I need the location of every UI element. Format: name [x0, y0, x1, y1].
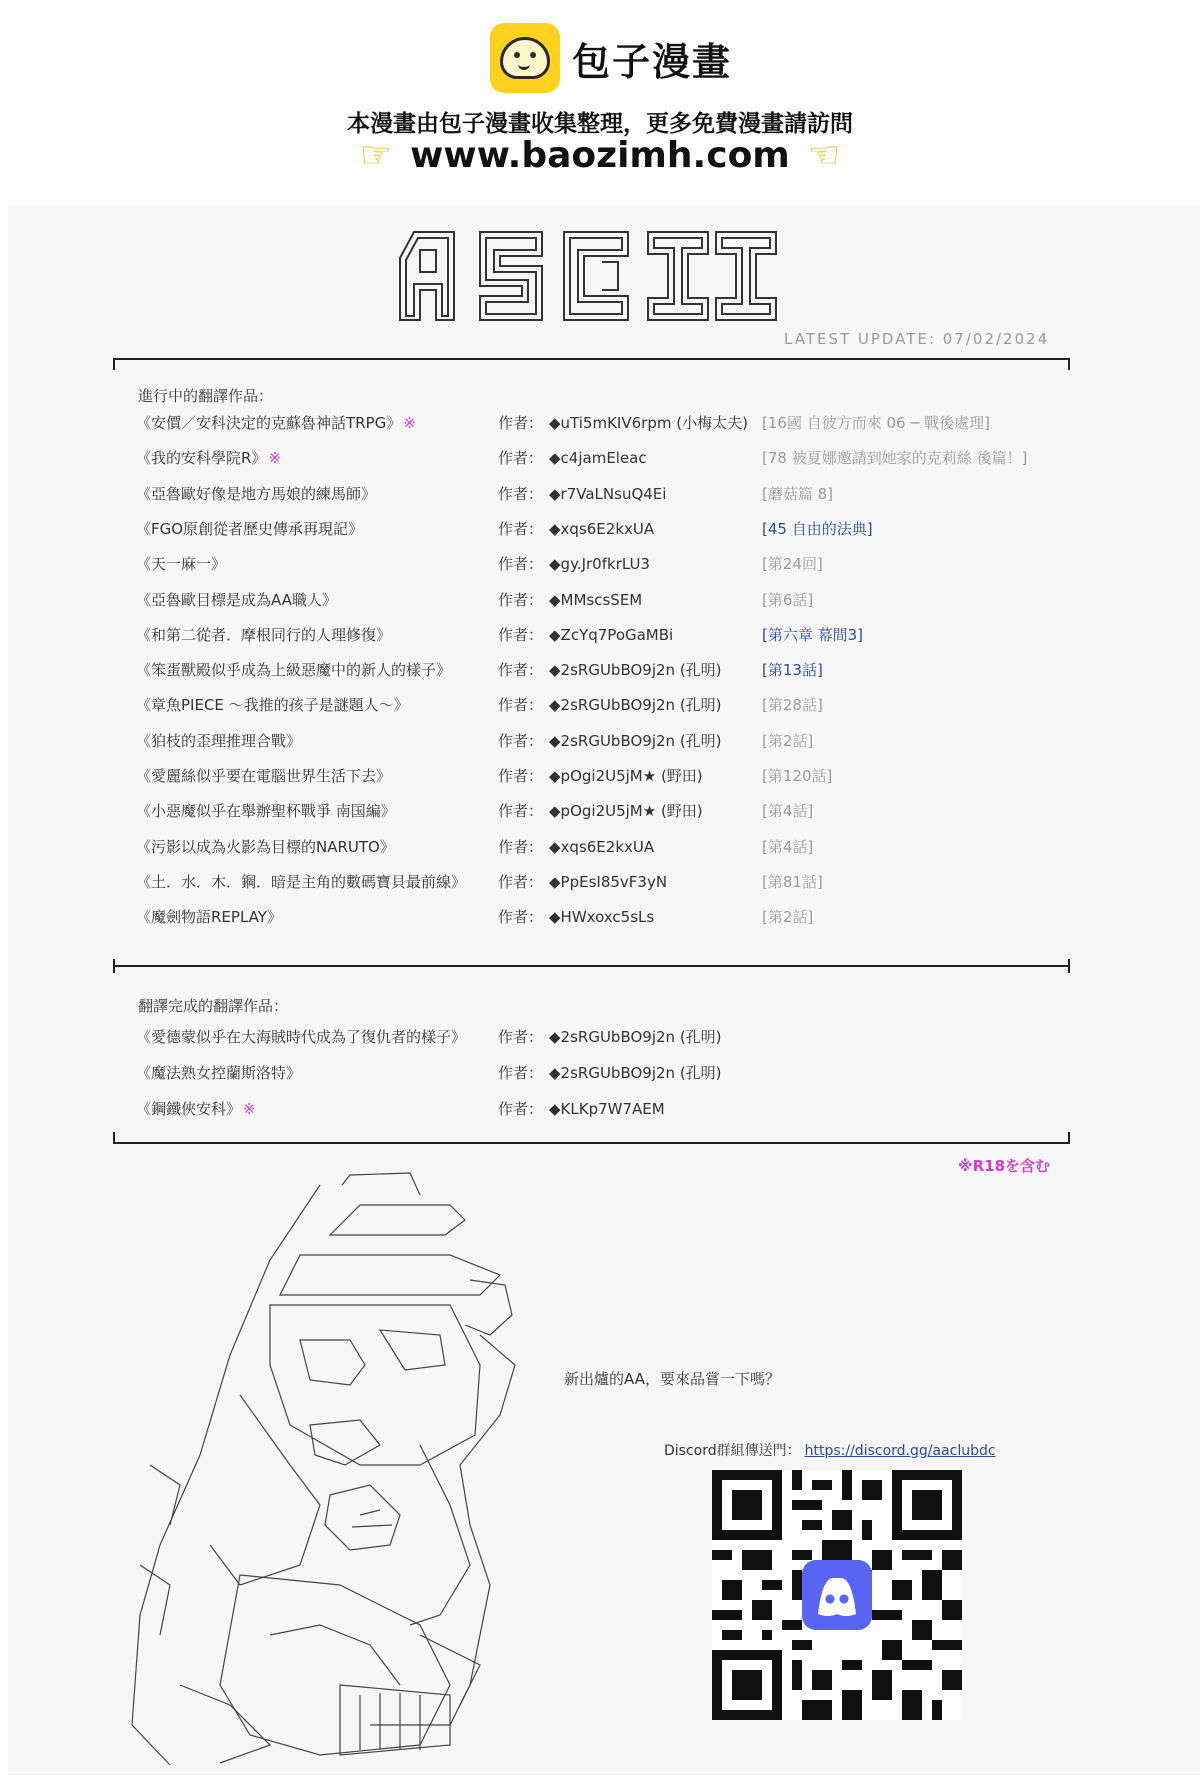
- author-info: [498, 412, 748, 433]
- work-title-link[interactable]: [136, 694, 409, 715]
- work-row: [0, 730, 1200, 758]
- work-title-link[interactable]: [136, 553, 226, 574]
- brand-name: 包子漫畫: [572, 39, 733, 84]
- work-title-link[interactable]: [136, 871, 466, 892]
- work-title-link[interactable]: [136, 1026, 466, 1047]
- author-label: 作者：: [498, 767, 544, 785]
- author-name: ◆HWxoxc5sLs: [549, 908, 655, 927]
- author-name: ◆PpEsI85vF3yN: [549, 872, 668, 891]
- author-name: ◆MMscsSEM: [549, 590, 643, 609]
- work-row: [0, 765, 1200, 793]
- author-info: [498, 483, 666, 504]
- work-title: 《狛枝的歪理推理合戰》: [136, 731, 302, 750]
- work-row: [0, 589, 1200, 617]
- work-title: 《污影以成為火影為目標的NARUTO》: [136, 837, 395, 856]
- progress-link[interactable]: [第81話]: [762, 872, 823, 891]
- work-title: 《鋼鐵俠安科》: [136, 1100, 242, 1118]
- progress-link[interactable]: [第六章 幕間3]: [762, 625, 864, 644]
- progress-link[interactable]: [第4話]: [762, 837, 814, 856]
- work-title: 《魔法熟女控蘭斯洛特》: [136, 1064, 302, 1082]
- site-banner: [0, 0, 1200, 205]
- work-title-link[interactable]: [136, 906, 282, 927]
- author-label: 作者：: [498, 414, 544, 432]
- author-name: ◆r7VaLNsuQ4Ei: [549, 484, 667, 503]
- ascii-art-illustration: [120, 1165, 560, 1770]
- work-title: 《和第二從者．摩根同行的人理修復》: [136, 625, 392, 644]
- progress-link[interactable]: [16國 自彼方而來 06 ─ 戰後處理]: [762, 414, 990, 432]
- work-title: 《章魚PIECE ～我推的孩子是謎題人～》: [136, 696, 409, 715]
- author-name: ◆2sRGUbBO9j2n (孔明): [549, 661, 722, 680]
- pointing-right-hand-icon: ☞: [359, 135, 393, 176]
- ongoing-heading: 進行中的翻譯作品：: [138, 387, 274, 405]
- discord-qr-code[interactable]: [712, 1470, 962, 1720]
- discord-link[interactable]: https://discord.gg/aaclubdc: [804, 1443, 996, 1459]
- author-info: [498, 694, 722, 715]
- progress-link[interactable]: [第24回]: [762, 555, 823, 574]
- author-label: 作者：: [498, 449, 544, 468]
- work-row: [0, 412, 1200, 440]
- author-name: ◆pOgi2U5jM★ (野田): [549, 767, 703, 785]
- author-label: 作者：: [498, 484, 544, 503]
- work-row: [0, 624, 1200, 652]
- r18-note: ※R18を含む: [958, 1157, 1051, 1175]
- work-title-link[interactable]: [136, 589, 337, 610]
- discord-info: [664, 1440, 996, 1460]
- author-info: [498, 836, 654, 857]
- discord-label: Discord群組傳送門：: [664, 1443, 801, 1459]
- work-title-link[interactable]: [136, 412, 416, 433]
- r18-mark: ※: [268, 449, 282, 468]
- progress-link[interactable]: [第28話]: [762, 696, 823, 715]
- work-row: [0, 483, 1200, 511]
- author-label: 作者：: [498, 661, 544, 680]
- work-row: [0, 694, 1200, 722]
- aa-question-text: 新出爐的AA，要來品嘗一下嗎？: [564, 1370, 780, 1388]
- progress-link[interactable]: [第6話]: [762, 590, 814, 609]
- author-info: [498, 1098, 665, 1119]
- work-title: 《愛德蒙似乎在大海賊時代成為了復仇者的樣子》: [136, 1028, 467, 1046]
- work-title-link[interactable]: [136, 800, 396, 821]
- work-row: [0, 1062, 1200, 1090]
- author-info: [498, 906, 654, 927]
- author-label: 作者：: [498, 802, 544, 821]
- work-title-link[interactable]: [136, 483, 376, 504]
- last-update-text: LATEST UPDATE: 07/02/2024: [784, 330, 1050, 348]
- work-title: 《天一麻一》: [136, 555, 227, 574]
- author-info: [498, 800, 703, 821]
- work-title-link[interactable]: [136, 730, 301, 751]
- work-title: 《土．水．木．鋼．暗是主角的數碼寶貝最前線》: [136, 872, 467, 891]
- author-name: ◆2sRGUbBO9j2n (孔明): [549, 696, 722, 715]
- work-row: [0, 659, 1200, 687]
- progress-link[interactable]: [第4話]: [762, 802, 814, 821]
- progress-link[interactable]: [第13話]: [762, 661, 823, 680]
- author-info: [498, 659, 722, 680]
- progress-link[interactable]: [第120話]: [762, 767, 833, 785]
- author-label: 作者：: [498, 872, 544, 891]
- progress-link[interactable]: [78 被夏娜邀請到她家的克莉絲 後篇！]: [762, 449, 1028, 468]
- progress-link[interactable]: [第2話]: [762, 731, 814, 750]
- work-title-link[interactable]: [136, 659, 451, 680]
- author-label: 作者：: [498, 1028, 544, 1046]
- author-name: ◆2sRGUbBO9j2n (孔明): [549, 1064, 722, 1082]
- author-info: [498, 589, 642, 610]
- work-row: [0, 871, 1200, 899]
- progress-link[interactable]: [45 自由的法典]: [762, 519, 873, 538]
- author-info: [498, 518, 654, 539]
- author-label: 作者：: [498, 590, 544, 609]
- work-title: 《笨蛋獸殿似乎成為上級惡魔中的新人的樣子》: [136, 661, 452, 680]
- url-row: [0, 135, 1200, 176]
- author-info: [498, 730, 722, 751]
- author-label: 作者：: [498, 908, 544, 927]
- author-name: ◆xqs6E2kxUA: [549, 519, 655, 538]
- author-name: ◆2sRGUbBO9j2n (孔明): [549, 1028, 722, 1046]
- author-info: [498, 1062, 722, 1083]
- promo-text: 本漫畫由包子漫畫收集整理，更多免費漫畫請訪問: [347, 111, 853, 137]
- site-url-link[interactable]: www.baozimh.com: [410, 135, 790, 176]
- author-label: 作者：: [498, 731, 544, 750]
- work-title-link[interactable]: [136, 1062, 301, 1083]
- r18-mark: ※: [403, 414, 416, 432]
- author-label: 作者：: [498, 555, 544, 574]
- work-row: [0, 1026, 1200, 1054]
- work-title: 《愛麗絲似乎要在電腦世界生活下去》: [136, 767, 392, 785]
- author-label: 作者：: [498, 1064, 544, 1082]
- brand-logo[interactable]: [490, 22, 732, 94]
- work-title: 《FGO原創從者歷史傳承再現記》: [136, 519, 364, 538]
- work-title: 《小惡魔似乎在舉辦聖杯戰爭 南国編》: [136, 802, 396, 821]
- work-title: 《亞魯歐目標是成為AA職人》: [136, 590, 337, 609]
- ascii-title-art: [392, 228, 782, 326]
- work-title: 《安價／安科決定的克蘇魯神話TRPG》: [136, 414, 402, 432]
- section-divider-bottom: [113, 1142, 1070, 1144]
- author-name: ◆KLKp7W7AEM: [549, 1100, 665, 1118]
- author-name: ◆ZcYq7PoGaMBi: [549, 625, 674, 644]
- work-row: [0, 518, 1200, 546]
- pointing-left-hand-icon: ☜: [807, 135, 841, 176]
- work-title: 《亞魯歐好像是地方馬娘的練馬師》: [136, 484, 377, 503]
- work-row: [0, 447, 1200, 475]
- section-divider-middle: [113, 965, 1070, 967]
- author-name: ◆uTi5mKIV6rpm (小梅太夫): [549, 414, 748, 432]
- author-label: 作者：: [498, 625, 544, 644]
- author-name: ◆xqs6E2kxUA: [549, 837, 655, 856]
- work-row: [0, 906, 1200, 934]
- work-title: 《魔劍物語REPLAY》: [136, 908, 282, 927]
- author-label: 作者：: [498, 1100, 544, 1118]
- author-name: ◆gy.Jr0fkrLU3: [549, 555, 650, 574]
- author-label: 作者：: [498, 837, 544, 856]
- author-label: 作者：: [498, 519, 544, 538]
- author-name: ◆2sRGUbBO9j2n (孔明): [549, 731, 722, 750]
- work-row: [0, 800, 1200, 828]
- author-name: ◆c4jamEleac: [549, 449, 647, 468]
- work-row: [0, 1098, 1200, 1126]
- work-title-link[interactable]: [136, 765, 391, 786]
- author-info: [498, 1026, 722, 1047]
- work-title-link[interactable]: [136, 624, 391, 645]
- author-info: [498, 624, 673, 645]
- progress-link[interactable]: [蘑菇篇 8]: [762, 484, 834, 503]
- author-label: 作者：: [498, 696, 544, 715]
- author-info: [498, 765, 703, 786]
- section-divider-top: [113, 358, 1070, 360]
- progress-link[interactable]: [第2話]: [762, 908, 814, 927]
- r18-mark: ※: [243, 1100, 256, 1118]
- author-name: ◆pOgi2U5jM★ (野田): [549, 802, 703, 821]
- work-title-link[interactable]: [136, 836, 395, 857]
- work-title: 《我的安科學院R》: [136, 449, 267, 468]
- work-title-link[interactable]: [136, 1098, 256, 1119]
- bun-logo-icon: [490, 23, 560, 93]
- author-info: [498, 871, 667, 892]
- work-title-link[interactable]: [136, 447, 281, 468]
- work-title-link[interactable]: [136, 518, 363, 539]
- author-info: [498, 447, 647, 468]
- author-info: [498, 553, 650, 574]
- work-row: [0, 836, 1200, 864]
- work-row: [0, 553, 1200, 581]
- completed-heading: 翻譯完成的翻譯作品：: [138, 997, 289, 1015]
